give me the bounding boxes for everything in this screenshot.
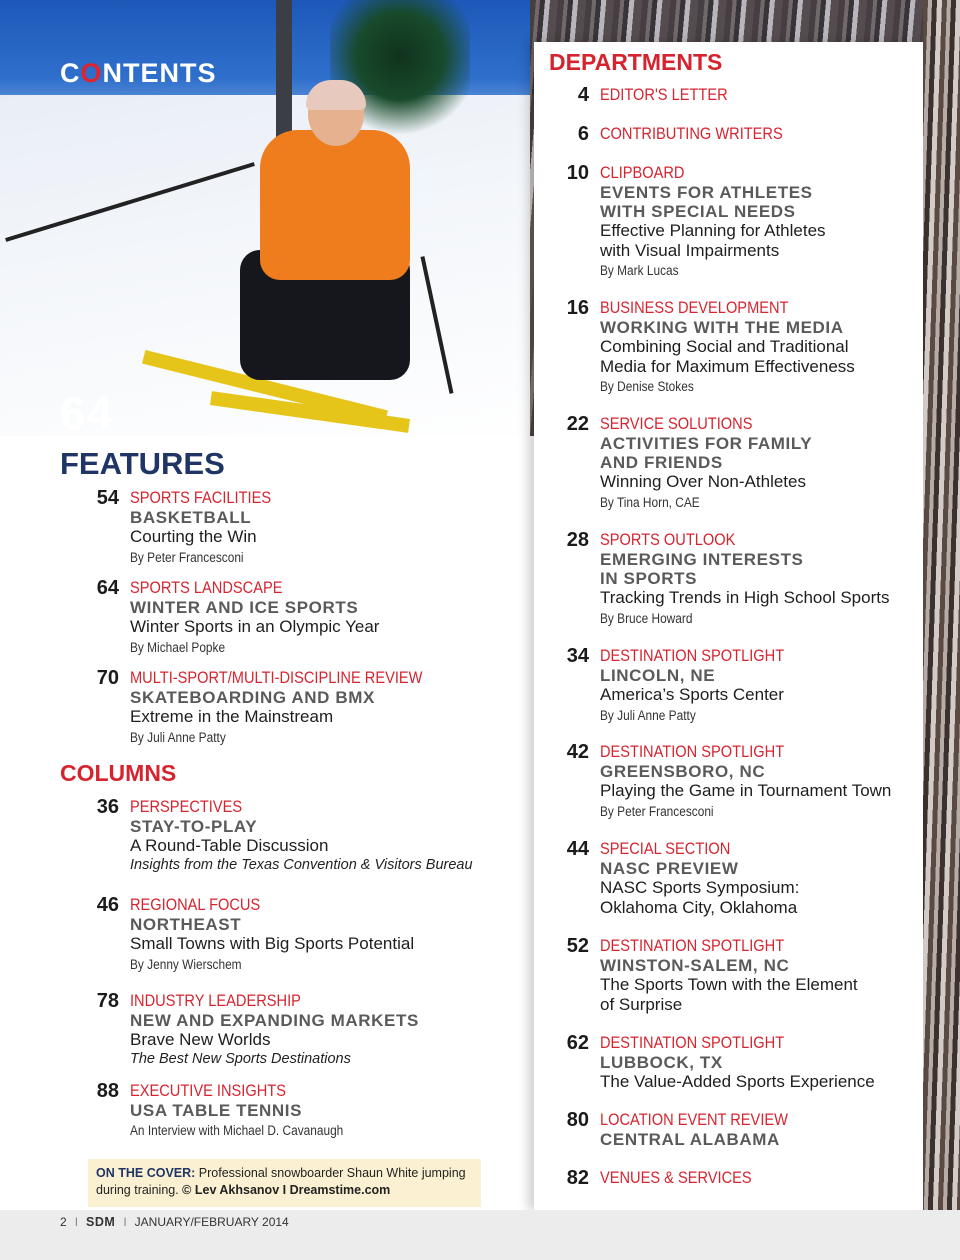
category: VENUES & SERVICES bbox=[600, 1168, 752, 1187]
title: WINSTON-SALEM, NC bbox=[600, 956, 790, 975]
category: SPORTS LANDSCAPE bbox=[130, 578, 283, 597]
subtitle: Courting the Win bbox=[130, 527, 257, 546]
page-number: 22 bbox=[566, 413, 589, 435]
page-number: 54 bbox=[96, 487, 119, 509]
title: USA TABLE TENNIS bbox=[130, 1101, 303, 1120]
byline: By Tina Horn, CAE bbox=[600, 494, 700, 510]
skier bbox=[150, 80, 510, 430]
category: MULTI-SPORT/MULTI-DISCIPLINE REVIEW bbox=[130, 668, 423, 687]
title: NEW AND EXPANDING MARKETS bbox=[130, 1011, 419, 1030]
page-number: 28 bbox=[566, 529, 589, 551]
subtitle: Winning Over Non-Athletes bbox=[600, 472, 806, 491]
departments-heading: DEPARTMENTS bbox=[549, 49, 723, 75]
category: PERSPECTIVES bbox=[130, 797, 243, 816]
byline: By Michael Popke bbox=[130, 639, 226, 655]
byline: By Peter Francesconi bbox=[600, 803, 714, 819]
note: The Best New Sports Destinations bbox=[130, 1050, 351, 1067]
page-number: 78 bbox=[96, 990, 119, 1012]
title: GREENSBORO, NC bbox=[600, 762, 766, 781]
category: EXECUTIVE INSIGHTS bbox=[130, 1081, 286, 1100]
page-number: 46 bbox=[96, 894, 119, 916]
subtitle: Tracking Trends in High School Sports bbox=[600, 588, 890, 607]
byline: By Bruce Howard bbox=[600, 610, 693, 626]
subtitle: Oklahoma City, Oklahoma bbox=[600, 897, 798, 917]
category: DESTINATION SPOTLIGHT bbox=[600, 1033, 785, 1052]
title: SKATEBOARDING AND BMX bbox=[130, 688, 375, 707]
subtitle: The Value-Added Sports Experience bbox=[600, 1072, 875, 1091]
category: DESTINATION SPOTLIGHT bbox=[600, 936, 785, 955]
subtitle: of Surprise bbox=[600, 994, 683, 1014]
title: WINTER AND ICE SPORTS bbox=[130, 598, 359, 617]
issue-date: JANUARY/FEBRUARY 2014 bbox=[134, 1215, 289, 1229]
title: LUBBOCK, TX bbox=[600, 1053, 723, 1072]
title: NORTHEAST bbox=[130, 915, 242, 934]
byline: By Juli Anne Patty bbox=[600, 707, 696, 723]
page-number: 34 bbox=[566, 645, 589, 667]
page-title: CONTENTS bbox=[60, 58, 217, 88]
title: CENTRAL ALABAMA bbox=[600, 1130, 780, 1149]
note: Insights from the Texas Convention & Visitors Bureau bbox=[130, 856, 473, 873]
title: STAY-TO-PLAY bbox=[130, 817, 258, 836]
subtitle: Playing the Game in Tournament Town bbox=[600, 781, 892, 800]
skier-hat bbox=[306, 80, 366, 110]
title: ACTIVITIES FOR FAMILY bbox=[600, 434, 813, 453]
ski-pole bbox=[420, 256, 453, 394]
subtitle: A Round-Table Discussion bbox=[130, 836, 329, 855]
page-number: 70 bbox=[96, 667, 119, 689]
subtitle: The Sports Town with the Element bbox=[600, 975, 858, 994]
features-heading: FEATURES bbox=[60, 446, 225, 481]
title: EMERGING INTERESTS bbox=[600, 550, 804, 569]
page-number: 4 bbox=[577, 84, 589, 106]
byline: By Jenny Wierschem bbox=[130, 956, 242, 972]
page-number: 82 bbox=[566, 1167, 589, 1189]
subtitle: NASC Sports Symposium: bbox=[600, 878, 800, 897]
page-number: 16 bbox=[566, 297, 589, 319]
title: WITH SPECIAL NEEDS bbox=[600, 202, 796, 221]
category: BUSINESS DEVELOPMENT bbox=[600, 298, 789, 317]
page-number: 62 bbox=[566, 1032, 589, 1054]
category: SPORTS OUTLOOK bbox=[600, 530, 736, 549]
subtitle: Winter Sports in an Olympic Year bbox=[130, 617, 380, 636]
category: REGIONAL FOCUS bbox=[130, 895, 261, 914]
cover-note-text: Professional snowboarder Shaun White jumping during training. bbox=[96, 1166, 466, 1197]
cover-note-label: ON THE COVER: bbox=[96, 1166, 196, 1180]
subtitle: Brave New Worlds bbox=[130, 1030, 271, 1049]
subtitle: Combining Social and Traditional bbox=[600, 337, 849, 356]
page-number: 52 bbox=[566, 935, 589, 957]
subtitle: Small Towns with Big Sports Potential bbox=[130, 934, 415, 953]
category: CLIPBOARD bbox=[600, 163, 685, 182]
category: INDUSTRY LEADERSHIP bbox=[130, 991, 301, 1010]
category: DESTINATION SPOTLIGHT bbox=[600, 742, 785, 761]
title: IN SPORTS bbox=[600, 569, 698, 588]
footer-text bbox=[60, 1215, 289, 1229]
byline: By Peter Francesconi bbox=[130, 549, 244, 565]
category: EDITOR'S LETTER bbox=[600, 85, 728, 104]
subtitle: Media for Maximum Effectiveness bbox=[600, 356, 855, 376]
title: BASKETBALL bbox=[130, 508, 252, 527]
footer-separator: I bbox=[123, 1215, 127, 1229]
subtitle: with Visual Impairments bbox=[600, 240, 780, 260]
page-number: 80 bbox=[566, 1109, 589, 1131]
title: NASC PREVIEW bbox=[600, 859, 739, 878]
category: DESTINATION SPOTLIGHT bbox=[600, 646, 785, 665]
page-number: 36 bbox=[96, 796, 119, 818]
category: SPORTS FACILITIES bbox=[130, 488, 272, 507]
page-number-footer: 2 bbox=[60, 1215, 67, 1229]
subtitle: Extreme in the Mainstream bbox=[130, 707, 334, 726]
page-number: 64 bbox=[96, 577, 119, 599]
page-number: 10 bbox=[566, 162, 589, 184]
footer-separator: I bbox=[74, 1215, 79, 1229]
cover-note-credit: © Lev Akhsanov I Dreamstime.com bbox=[182, 1183, 391, 1197]
cover-note bbox=[88, 1159, 481, 1207]
page-number: 42 bbox=[566, 741, 589, 763]
cover-feature-number: 64 bbox=[60, 387, 114, 439]
page-number: 44 bbox=[566, 838, 589, 860]
title: LINCOLN, NE bbox=[600, 666, 716, 685]
title: AND FRIENDS bbox=[600, 453, 723, 472]
publication-name: SDM bbox=[86, 1215, 116, 1229]
category: LOCATION EVENT REVIEW bbox=[600, 1110, 788, 1129]
byline: By Juli Anne Patty bbox=[130, 729, 226, 745]
subtitle: America’s Sports Center bbox=[600, 685, 784, 704]
title: EVENTS FOR ATHLETES bbox=[600, 183, 813, 202]
byline: By Denise Stokes bbox=[600, 379, 694, 394]
byline: An Interview with Michael D. Cavanaugh bbox=[130, 1123, 344, 1138]
byline: By Mark Lucas bbox=[600, 263, 679, 278]
category: SERVICE SOLUTIONS bbox=[600, 414, 753, 433]
category: SPECIAL SECTION bbox=[600, 839, 731, 858]
page-number: 6 bbox=[577, 123, 589, 145]
title: WORKING WITH THE MEDIA bbox=[600, 318, 844, 337]
category: CONTRIBUTING WRITERS bbox=[600, 124, 783, 143]
subtitle: Effective Planning for Athletes bbox=[600, 221, 826, 240]
page-number: 88 bbox=[96, 1080, 119, 1102]
columns-heading: COLUMNS bbox=[60, 760, 177, 786]
orange-jacket bbox=[260, 130, 410, 280]
